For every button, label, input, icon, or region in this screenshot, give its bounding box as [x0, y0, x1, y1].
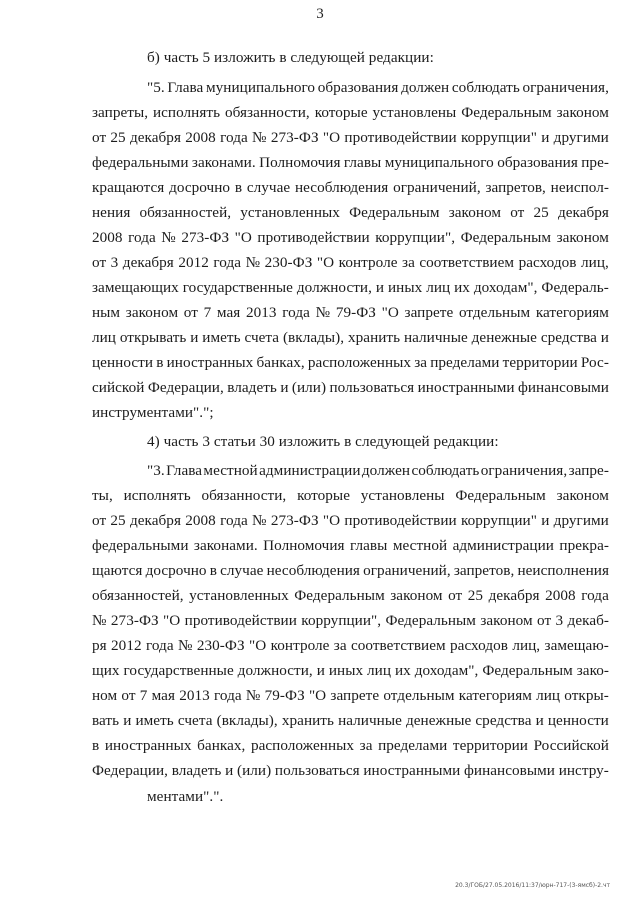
text-line: 4) часть 3 статьи 30 изложить в следующей редакции:	[147, 433, 499, 450]
text-line: замещающих государственные должности, и иных лиц их доходам", Федераль-	[92, 279, 609, 296]
text-line: от 3 декабря 2012 года № 230-ФЗ "О контроле за соответствием расходов лиц,	[92, 254, 609, 271]
text-line: ным законом от 7 мая 2013 года № 79-ФЗ "О запрете отдельным категориям	[92, 304, 609, 321]
text-line: 2008 года № 273-ФЗ "О противодействии коррупции", Федеральным законом	[92, 229, 609, 246]
text-line: обязанностей, установленных Федеральным законом от 25 декабря 2008 года	[92, 587, 609, 604]
text-line: щих государственные должности, и иных лиц их доходам", Федеральным зако-	[92, 662, 609, 679]
text-line: "3. Глава местной администрации должен соблюдать ограничения, запре-	[147, 462, 609, 479]
text-line: ментами".".	[147, 788, 224, 805]
text-line: № 273-ФЗ "О противодействии коррупции", Федеральным законом от 3 декаб-	[92, 612, 609, 629]
text-line: лиц открывать и иметь счета (вклады), хранить наличные денежные средства и	[92, 329, 609, 346]
text-line: б) часть 5 изложить в следующей редакции:	[147, 49, 434, 66]
text-line: ря 2012 года № 230-ФЗ "О контроле за соответствием расходов лиц, замещаю-	[92, 637, 609, 654]
text-line: в иностранных банках, расположенных за пределами территории Российской	[92, 737, 609, 754]
text-line: сийской Федерации, владеть и (или) пользоваться иностранными финансовыми	[92, 379, 609, 396]
text-line: ном от 7 мая 2013 года № 79-ФЗ "О запрете отдельным категориям лиц откры-	[92, 687, 609, 704]
text-line: федеральными законами. Полномочия главы местной администрации прекра-	[92, 537, 609, 554]
page-number: 3	[316, 6, 324, 22]
text-line: федеральными законами. Полномочия главы муниципального образования пре-	[92, 154, 609, 171]
text-line: Федерации, владеть и (или) пользоваться иностранными финансовыми инстру-	[92, 762, 609, 779]
text-line: "5. Глава муниципального образования должен соблюдать ограничения,	[147, 79, 609, 96]
text-line: кращаются досрочно в случае несоблюдения ограничений, запретов, неиспол-	[92, 179, 609, 196]
text-line: нения обязанностей, установленных Федеральным законом от 25 декабря	[92, 204, 609, 221]
text-line: запреты, исполнять обязанности, которые установлены Федеральным законом	[92, 104, 609, 121]
text-line: ты, исполнять обязанности, которые установлены Федеральным законом	[92, 487, 609, 504]
text-line: щаются досрочно в случае несоблюдения ограничений, запретов, неисполнения	[92, 562, 609, 579]
text-line: вать и иметь счета (вклады), хранить наличные денежные средства и ценности	[92, 712, 609, 729]
text-line: от 25 декабря 2008 года № 273-ФЗ "О противодействии коррупции" и другими	[92, 129, 609, 146]
text-line: ценности в иностранных банках, расположенных за пределами территории Рос-	[92, 354, 609, 371]
footer-file-stamp: 20.3/ГОБ/27.05.2016/11:37/юрн-717-(3-ямсб)-2.чт	[455, 882, 610, 889]
text-line: инструментами".";	[92, 404, 214, 421]
text-line: от 25 декабря 2008 года № 273-ФЗ "О противодействии коррупции" и другими	[92, 512, 609, 529]
